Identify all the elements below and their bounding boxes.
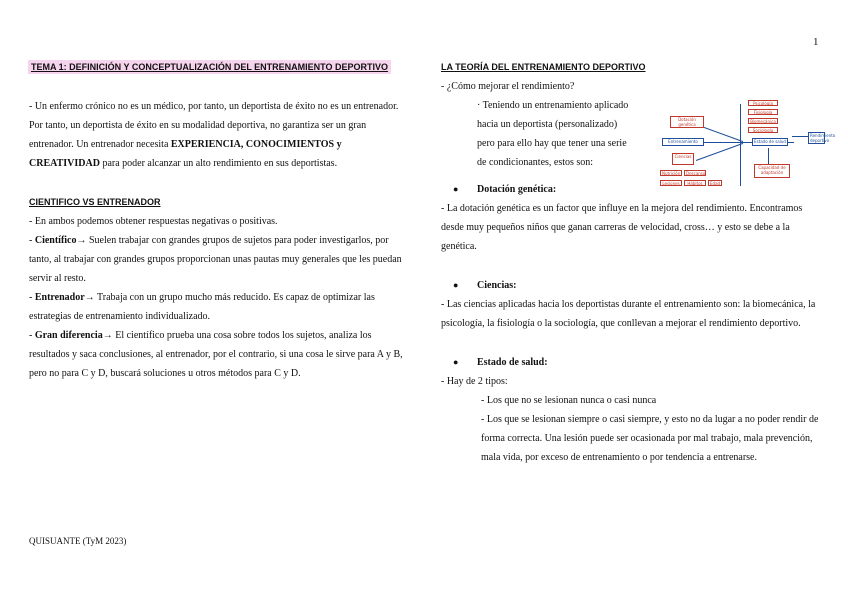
footer: QUISUANTE (TyM 2023) [29, 536, 127, 546]
diagram-box-2: Ciencias [672, 153, 694, 165]
diagram-box-1: Entrenamiento [662, 138, 704, 146]
right-intro: · Teniendo un entrenamiento aplicado hacia un deportista (personalizado) pero para ello hay que tener una serie de condicionantes, estos son: [477, 100, 629, 168]
left-column [29, 58, 409, 383]
diagram-box-12: Lesiones [660, 180, 682, 186]
diagram-box-3: Estado de salud [752, 138, 788, 146]
left-title: TEMA 1: DEFINICIÓN Y CONCEPTUALIZACIÓN DEL ENTRENAMIENTO DEPORTIVO [28, 60, 391, 74]
right-question: - ¿Cómo mejorar el rendimiento? [441, 81, 575, 92]
diagram-box-5: Capacidad de adaptación [754, 164, 790, 178]
left-p2: - Científico→ Suelen trabajar con grandes grupos de sujetos para poder investigarlos, por tanto, al trabajar con grandes grupos proporcionan unas pautas muy generales que les puedan servir al resto. [29, 235, 402, 284]
intro-text-b: para poder alcanzar un alto rendimiento en sus deportistas. [99, 158, 338, 169]
bullet-sciences: ● Ciencias: [453, 280, 517, 291]
b3-intro: - Hay de 2 tipos: [441, 376, 508, 387]
b2-text: - Las ciencias aplicadas hacia los deportistas durante el entrenamiento son: la biomecánica, la psicología, la fisiología o la sociología, que conllevan a mejorar el rendimiento deportivo. [441, 299, 816, 329]
p3-label: Entrenador→ [34, 292, 95, 303]
b3-title: Estado de salud: [477, 357, 548, 368]
left-p3: - Entrenador→ Trabaja con un grupo mucho más reducido. Es capaz de optimizar las estrategias de entrenamiento individualizado. [29, 292, 375, 322]
bullet-health: ● Estado de salud: [453, 357, 548, 368]
diagram-box-0: Dotación genética [670, 116, 704, 128]
left-p1: - En ambos podemos obtener respuestas negativas o positivas. [29, 216, 278, 227]
diagram-box-13: Hábitos [684, 180, 706, 186]
b1-title: Dotación genética: [477, 184, 557, 195]
diagram-box-8: Biomecánica [748, 118, 778, 124]
diagram-box-14: Edad [710, 181, 721, 186]
diagram-box-6: Psicología [748, 100, 778, 106]
diagram-box-9: Sociología [748, 127, 778, 133]
b3-item2: - Los que se lesionan siempre o casi siempre, y esto no da lugar a no poder rendir de forma correcta. Una lesión puede ser ocasionada por mal trabajo, mala prevención, mala vida, por exceso de entrenamiento o por tendencia a entrenarse. [481, 414, 819, 463]
diagram-box-4: Rendimiento deportivo [810, 133, 836, 143]
page-number: 1 [813, 36, 819, 48]
b3-item1: - Los que no se lesionan nunca o casi nunca [481, 395, 657, 406]
diagram-box-10: Nutrición [662, 171, 681, 176]
diagram-box-7: Fisiología [748, 109, 778, 115]
p2-label: Científico→ [34, 235, 87, 246]
p2-text: Suelen trabajar con grandes grupos de sujetos para poder investigarlos, por tanto, al trabajar con grandes grupos proporcionan unas pautas muy generales que les puedan servir al resto. [29, 235, 402, 284]
intro-text-a: - Un enfermo crónico no es un médico, por tanto, un deportista de éxito no es un entrenador. Por tanto, un deportista de éxito en su modalidad deportiva, no garantiza ser un gran entrenador. Un entrenador necesita [29, 101, 399, 150]
p4-text: El científico prueba una cosa sobre todos los sujetos, analiza los resultados y saca conclusiones, al entrenador, por el contrario, si una cosa le sirve para A y B, pero no para C y D, buscará soluciones u otros métodos para C y D. [29, 330, 403, 379]
performance-diagram [660, 98, 836, 198]
b2-title: Ciencias: [477, 280, 517, 291]
p3-text: Trabaja con un grupo mucho más reducido. Es capaz de optimizar las estrategias de entrenamiento individualizado. [29, 292, 375, 322]
left-intro-paragraph [29, 97, 409, 173]
p4-label: Gran diferencia→ [34, 330, 113, 341]
intro-bold: EXPERIENCIA, CONOCIMIENTOS y CREATIVIDAD [29, 139, 342, 169]
right-title: LA TEORÍA DEL ENTRENAMIENTO DEPORTIVO [441, 62, 646, 72]
left-p4: - Gran diferencia→ El científico prueba una cosa sobre todos los sujetos, analiza los resultados y saca conclusiones, al entrenador, por el contrario, si una cosa le sirve para A y B, pero no para C y D, buscará soluciones u otros métodos para C y D. [29, 330, 403, 379]
section-title: CIENTIFICO VS ENTRENADOR [29, 197, 161, 207]
b1-text: - La dotación genética es un factor que influye en la mejora del rendimiento. Encontramos desde muy pequeños niños que ganan carreras de velocidad, cross… y esto se debe a la genética. [441, 203, 803, 252]
bullet-genetic: ● Dotación genética: [453, 184, 557, 195]
diagram-box-11: Descanso [686, 171, 706, 176]
